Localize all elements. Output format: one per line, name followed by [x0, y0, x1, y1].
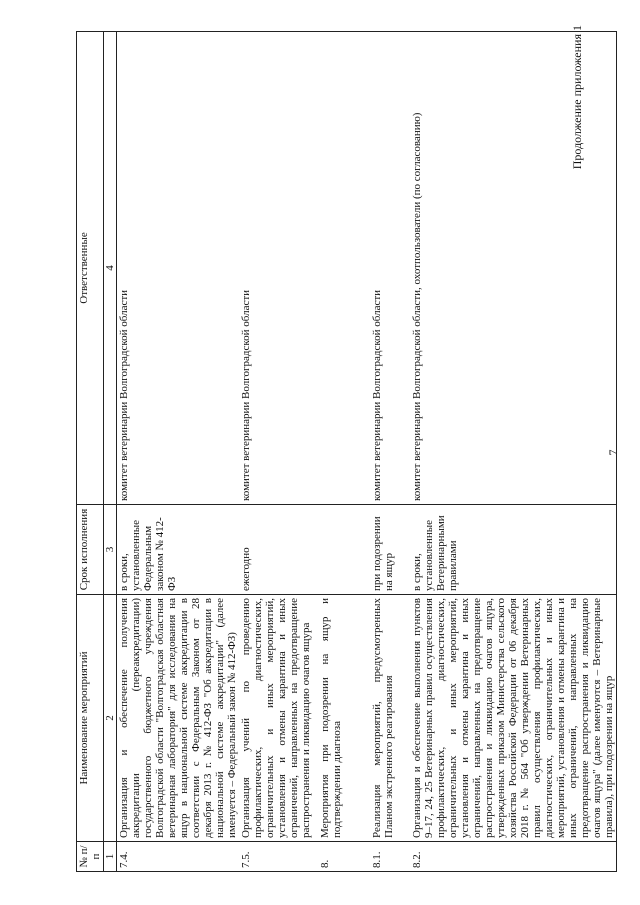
table-row — [117, 32, 240, 872]
table-row — [239, 32, 318, 872]
measure-responsible — [318, 32, 370, 505]
header-term: Срок исполнения — [77, 505, 104, 595]
header-responsible: Ответственные — [77, 32, 104, 505]
column-number: 4 — [104, 32, 117, 505]
measure-responsible: комитет ветеринарии Волгоградской области — [239, 32, 318, 505]
row-number: 8.2. — [410, 842, 617, 872]
row-number: 7.5. — [239, 842, 318, 872]
table-header-row — [77, 32, 104, 872]
row-number: 8. — [318, 842, 370, 872]
measure-term: ежегодно — [239, 505, 318, 595]
column-number: 2 — [104, 595, 117, 842]
row-number: 7.4. — [117, 842, 240, 872]
measures-table — [76, 31, 617, 872]
measure-name: Организация и обеспечение выполнения пунктов 9–17, 24, 25 Ветеринарных правил осуществления профилактических, диагностических, ограничительных и иных мероприятий, установления и отмены карантина и иных ограничений, направленных на предотвращение распространения и ликвидацию очагов ящура, утвержденных приказом Министерства сельского хозяйства Российской Федерации от 06 декабря 2018 г. № 564 "Об утверждении Ветеринарных правил осуществления профилактических, диагностических, ограничительных и иных мероприятий, установления и отмены карантина и иных ограничений, направленных на предотвращение распространения и ликвидацию очагов ящура" (далее именуются – Ветеринарные правила), при подозрении на ящур — [410, 595, 617, 842]
table-row — [370, 32, 410, 872]
measure-term: в сроки, установленные Федеральным законом № 412-ФЗ — [117, 505, 240, 595]
continuation-label: Продолжение приложения 1 — [570, 25, 584, 170]
measure-term: в сроки, установленные Ветеринарными правилами — [410, 505, 617, 595]
column-number: 1 — [104, 842, 117, 872]
row-number: 8.1. — [370, 842, 410, 872]
measure-responsible: комитет ветеринарии Волгоградской области, охотпользователи (по согласованию) — [410, 32, 617, 505]
measure-responsible: комитет ветеринарии Волгоградской области — [370, 32, 410, 505]
header-number: № п/п — [77, 842, 104, 872]
measure-name: Организация учений по проведению профилактических, диагностических, ограничительных и иных мероприятий, установления и отмены карантина и иных ограничений, направленных на предотвращение распространения и ликвидацию очагов ящура — [239, 595, 318, 842]
measure-responsible: комитет ветеринарии Волгоградской области — [117, 32, 240, 505]
measure-name: Организация и обеспечение получения аккредитации (переаккредитации) государственного бюджетного учреждения Волгоградской области "Волгоградская областная ветеринарная лаборатория" для исследования на ящур в национальной системе аккредитации в соответствии с Федеральным Законом от 28 декабря 2013 г. № 412-ФЗ "Об аккредитации в национальной системе аккредитации" (далее именуется – Федеральный закон № 412-ФЗ) — [117, 595, 240, 842]
measure-term — [318, 505, 370, 595]
column-numbers-row — [104, 32, 117, 872]
measure-name: Мероприятия при подозрении на ящур и подтверждении диагноза — [318, 595, 370, 842]
table-row — [318, 32, 370, 872]
measure-term: при подозрении на ящур — [370, 505, 410, 595]
header-name: Наименование мероприятий — [77, 595, 104, 842]
measure-name: Реализация мероприятий, предусмотренных Планом экстренного реагирования — [370, 595, 410, 842]
page-number: 7 — [606, 449, 620, 456]
column-number: 3 — [104, 505, 117, 595]
table-row — [410, 32, 617, 872]
